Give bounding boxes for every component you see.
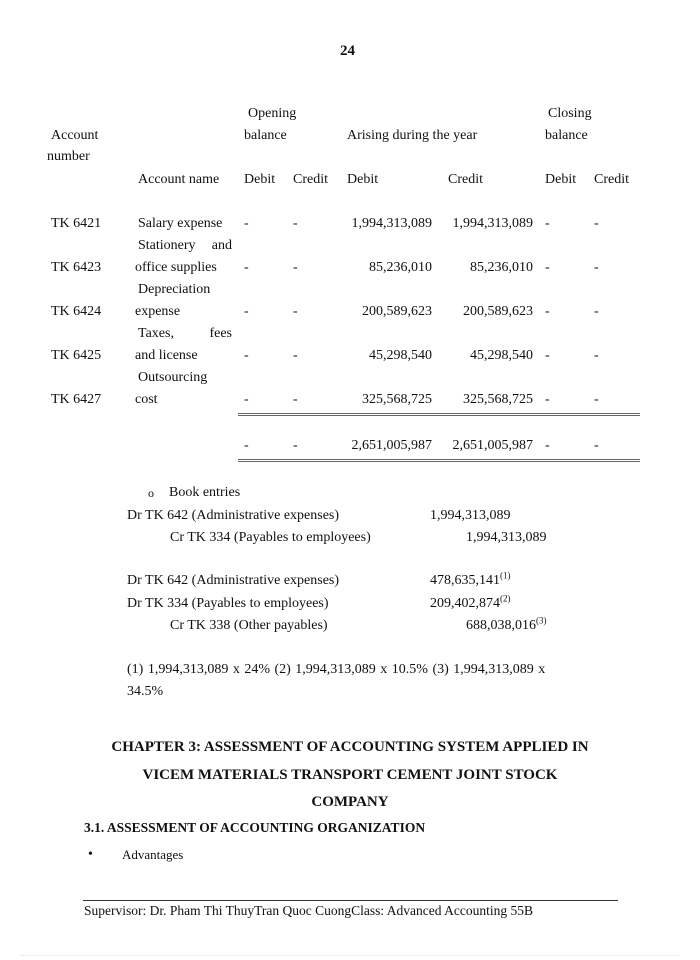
- entry-amount: [430, 572, 511, 590]
- bullet-dot-icon: •: [88, 847, 93, 862]
- entry-footnote-ref: (2): [500, 593, 511, 604]
- page-edge: [20, 955, 680, 956]
- arising-debit: 45,298,540: [369, 348, 432, 363]
- entry-account: Dr TK 642 (Administrative expenses): [127, 508, 340, 523]
- closing-debit: -: [545, 392, 550, 407]
- header-arising-credit: Credit: [448, 172, 483, 187]
- total-opening-credit: -: [293, 438, 298, 453]
- closing-credit: -: [594, 216, 599, 231]
- header-close-debit: Debit: [545, 172, 577, 187]
- arising-debit: 1,994,313,089: [351, 216, 432, 231]
- entry-footnote-ref: (1): [500, 570, 511, 581]
- header-close-credit: Credit: [594, 172, 629, 187]
- opening-credit: -: [293, 348, 298, 363]
- entry-amount: [466, 617, 547, 635]
- section-heading: 3.1. ASSESSMENT OF ACCOUNTING ORGANIZATION: [84, 820, 426, 835]
- closing-debit: -: [545, 216, 550, 231]
- account-name-line-1: Taxes, fees: [138, 326, 232, 341]
- arising-credit: 1,994,313,089: [452, 216, 533, 231]
- account-name-line-2: cost: [135, 392, 158, 407]
- header-closing-1: Closing: [548, 106, 592, 121]
- closing-debit: -: [545, 348, 550, 363]
- entry-amount: [466, 529, 547, 547]
- entry-account: Cr TK 338 (Other payables): [170, 618, 328, 633]
- header-opening-1: Opening: [248, 106, 297, 121]
- footnote-line-1: (1) 1,994,313,089 x 24% (2) 1,994,313,089 x 10.5% (3) 1,994,313,089 x: [127, 662, 546, 677]
- chapter-title-3: COMPANY: [311, 794, 389, 810]
- footnote-line-2: 34.5%: [127, 684, 164, 699]
- closing-credit: -: [594, 304, 599, 319]
- total-arising-credit: 2,651,005,987: [452, 438, 533, 453]
- closing-credit: -: [594, 260, 599, 275]
- closing-credit: -: [594, 348, 599, 363]
- opening-credit: -: [293, 260, 298, 275]
- entry-account: Dr TK 334 (Payables to employees): [127, 596, 329, 611]
- total-closing-credit: -: [594, 438, 599, 453]
- entry-amount: [430, 507, 511, 525]
- total-closing-debit: -: [545, 438, 550, 453]
- footer-rule: [83, 900, 618, 901]
- arising-credit: 200,589,623: [463, 304, 533, 319]
- closing-debit: -: [545, 304, 550, 319]
- opening-debit: -: [244, 216, 249, 231]
- account-name: Salary expense: [138, 216, 223, 231]
- arising-debit: 85,236,010: [369, 260, 432, 275]
- closing-debit: -: [545, 260, 550, 275]
- total-rule: [238, 459, 640, 462]
- account-number: TK 6425: [51, 348, 102, 363]
- account-number: TK 6427: [51, 392, 102, 407]
- page-number: 24: [340, 43, 355, 59]
- account-name-line-2: office supplies: [135, 260, 217, 275]
- closing-credit: -: [594, 392, 599, 407]
- total-arising-debit: 2,651,005,987: [351, 438, 432, 453]
- page-footer: Supervisor: Dr. Pham Thi ThuyTran Quoc CuongClass: Advanced Accounting 55B: [84, 903, 533, 918]
- header-open-debit: Debit: [244, 172, 276, 187]
- opening-debit: -: [244, 260, 249, 275]
- header-account-name: Account name: [138, 172, 220, 187]
- entry-amount-value: 209,402,874: [430, 596, 500, 611]
- account-name-line-1: Depreciation: [138, 282, 211, 297]
- arising-debit: 325,568,725: [362, 392, 432, 407]
- book-entries-title: Book entries: [169, 485, 241, 500]
- arising-debit: 200,589,623: [362, 304, 432, 319]
- arising-credit: 45,298,540: [470, 348, 533, 363]
- chapter-title-2: VICEM MATERIALS TRANSPORT CEMENT JOINT STOCK: [142, 767, 558, 783]
- account-name-line-1: Outsourcing: [138, 370, 208, 385]
- header-account-number-2: number: [47, 149, 90, 164]
- entry-amount-value: 478,635,141: [430, 573, 500, 588]
- account-name-line-2: expense: [135, 304, 181, 319]
- entry-amount: [430, 595, 511, 613]
- entry-account: Dr TK 642 (Administrative expenses): [127, 573, 340, 588]
- advantages-bullet: Advantages: [122, 847, 184, 862]
- opening-debit: -: [244, 348, 249, 363]
- opening-credit: -: [293, 304, 298, 319]
- account-number: TK 6423: [51, 260, 102, 275]
- opening-credit: -: [293, 216, 298, 231]
- total-opening-debit: -: [244, 438, 249, 453]
- header-closing-2: balance: [545, 128, 588, 143]
- account-number: TK 6421: [51, 216, 102, 231]
- header-arising-debit: Debit: [347, 172, 379, 187]
- account-name-line-2: and license: [135, 348, 198, 363]
- entry-footnote-ref: (3): [536, 615, 547, 626]
- header-open-credit: Credit: [293, 172, 328, 187]
- bullet-circle-icon: o: [148, 486, 154, 500]
- opening-credit: -: [293, 392, 298, 407]
- arising-credit: 85,236,010: [470, 260, 533, 275]
- entry-amount-value: 1,994,313,089: [430, 508, 511, 523]
- entry-account: Cr TK 334 (Payables to employees): [170, 530, 371, 545]
- entry-amount-value: 1,994,313,089: [466, 530, 547, 545]
- arising-credit: 325,568,725: [463, 392, 533, 407]
- entry-amount-value: 688,038,016: [466, 618, 536, 633]
- opening-debit: -: [244, 304, 249, 319]
- header-opening-2: balance: [244, 128, 287, 143]
- account-name-line-1: Stationery and: [138, 238, 232, 253]
- header-arising: Arising during the year: [347, 128, 478, 143]
- account-number: TK 6424: [51, 304, 102, 319]
- header-account-number-1: Account: [51, 128, 99, 143]
- chapter-title-1: CHAPTER 3: ASSESSMENT OF ACCOUNTING SYSTEM APPLIED IN: [111, 739, 589, 755]
- opening-debit: -: [244, 392, 249, 407]
- subtotal-rule: [238, 413, 640, 416]
